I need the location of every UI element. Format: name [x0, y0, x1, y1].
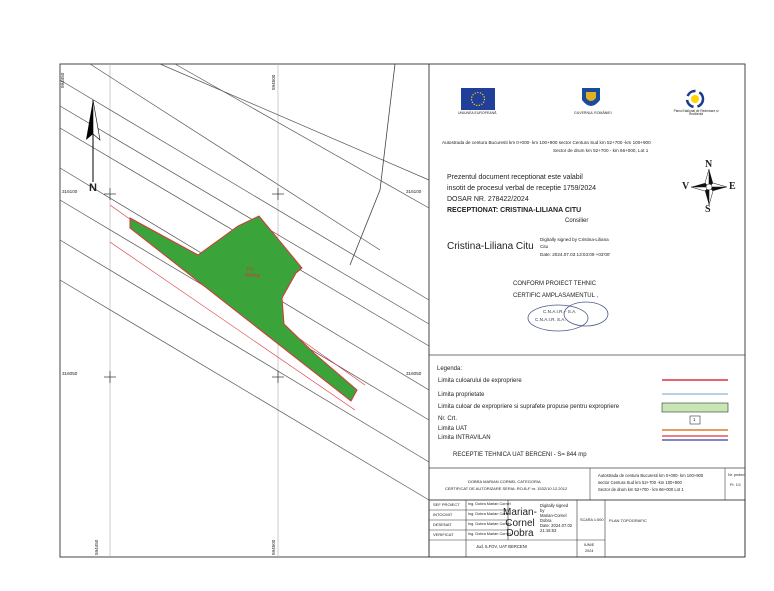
company-line1: DOBRA MARIAN CORNEL CATEGORIA [468, 479, 541, 484]
coord-right-2: 316050 [406, 371, 422, 376]
reception-line2: insotit de procesul verbal de receptie 1759/2024 [447, 185, 597, 192]
reception-role: Consilier [565, 218, 589, 224]
engineer-signature: Marian-Cornel Dobra [503, 507, 537, 539]
role-intocmit: INTOCMIT [433, 512, 453, 517]
compass-s: S [705, 204, 711, 215]
reception-dossier: DOSAR NR. 278422/2024 [447, 196, 529, 203]
tb-sign-line6: 21:16:53 [540, 528, 557, 533]
reception-receiver: RECEPTIONAT: CRISTINA-LILIANA CITU [447, 207, 582, 214]
tb-project-line1: Autostrada de centura Bucuresti km 0+000- km 100+900 [598, 473, 704, 478]
tb-date-value: 2024 [585, 549, 594, 553]
government-crest-logo [582, 88, 600, 106]
stamp-seal2: C.N.A.I.R. S.A. [535, 317, 566, 322]
tb-nr-value: Pr. 1/1 [730, 483, 741, 487]
legend-item-intravilan: Limita INTRAVILAN [438, 435, 491, 441]
legend-item-nr: Nr. Crt. [438, 416, 457, 422]
tb-sign-line4: Dobra [540, 518, 552, 523]
eu-logo-text: UNIUNEA EUROPEANĂ [458, 111, 497, 115]
reception-line1: Prezentul document receptionat este valabil [447, 174, 583, 181]
tb-plan-title: PLAN TOPOGRAFIC [609, 518, 647, 523]
pnrr-logo-text: Planul Național de Redresare și Reziliență [673, 109, 719, 117]
legend-reception-total: RECEPTIE TEHNICA UAT BERCENI - S= 844 mp [453, 452, 587, 458]
role-desenat: DESENAT [433, 522, 452, 527]
stamp-line1: CONFORM PROIECT TEHNIC [513, 281, 597, 287]
parcel-label-id: P2 [247, 267, 254, 273]
compass-e: E [729, 181, 736, 192]
role-verificat: VERIFICAT [433, 532, 454, 537]
tb-nr-label: Nr. proiect [728, 473, 746, 477]
reception-sign-date: Date: 2024.07.03 13:03:09 +03'00' [540, 252, 611, 257]
coord-left-2: 316050 [62, 371, 78, 376]
company-line2: CERTIFICAT DE AUTORIZARE SERIA: RO-B-F nr. 1532/10.12.2012 [445, 486, 568, 491]
coord-left-1: 316100 [62, 189, 78, 194]
legend-item-uat: Limita UAT [438, 426, 468, 432]
tb-sign-line1: Digitally signed [540, 503, 569, 508]
name-desenat: Ing. Dobra Marian Cornel [468, 522, 511, 526]
reception-signer-name: Cristina-Liliana Citu [447, 241, 534, 252]
tb-sign-line5: Date: 2024.07.02 [540, 523, 573, 528]
coord-right-1: 316100 [406, 189, 422, 194]
reception-sign-line2: Citu [540, 244, 549, 249]
compass-rose-icon [691, 169, 727, 205]
north-arrow-icon [86, 100, 100, 182]
legend-swatches [662, 380, 728, 440]
legend-item-corridor: Limita culoar de expropriere si suprafete propuse pentru expropriere [438, 404, 620, 410]
gov-logo-text: GUVERNUL ROMÂNIEI [574, 111, 612, 115]
north-label: N [89, 182, 97, 194]
name-sef-proiect: Ing. Dobra Marian Cornel [468, 502, 511, 506]
legend-item-expropriation: Limita culoarului de expropriere [438, 378, 522, 384]
project-title-line1: Autostrada de centura Bucuresti km 0+000- km 100+900 sector Centura Sud km 52+700 -km 100+900 [442, 140, 651, 145]
role-sef-proiect: SEF PROIECT [433, 502, 460, 507]
reception-sign-line1: Digitally signed by Cristina-Liliana [540, 237, 609, 242]
tb-sign-line2: by [540, 508, 545, 513]
tb-parcel-title: Jud. ILFOV, UAT BERCENI [476, 544, 527, 549]
coord-bottom-1: 594450 [94, 539, 99, 555]
compass-v: V [682, 181, 690, 192]
parcel-label-area: 844mp [245, 273, 261, 279]
project-title-line2: Sector de drum km 52+700 - km 66+000, Lot 1 [553, 148, 649, 153]
coord-top-1: 594450 [60, 72, 65, 88]
pnrr-logo [687, 91, 703, 107]
name-verificat: Ing. Dobra Marian Cornel [468, 532, 511, 536]
tb-project-line2: sector Centura Sud km 52+700 -km 100+900 [598, 480, 682, 485]
eu-flag-logo [461, 88, 495, 110]
tb-date-label: IUNIE [584, 543, 595, 547]
coord-top-2: 594500 [271, 74, 276, 90]
tb-project-line3: Sector de drum km 52+700 - km 66+000 Lot 1 [598, 487, 684, 492]
stamp-line2: CERTIFIC AMPLASAMENTUL , [513, 293, 599, 299]
legend-item-property: Limita proprietate [438, 392, 485, 398]
road-edge [320, 64, 395, 265]
parcel-polygon[interactable] [130, 216, 357, 401]
tb-sign-line3: Marian-Cornel [540, 513, 567, 518]
tb-scale: SCARA 1:500 [580, 518, 604, 522]
compass-n: N [705, 159, 713, 170]
legend-title: Legenda: [437, 366, 463, 372]
legend-nr-box: 1 [693, 417, 696, 422]
coord-bottom-2: 594500 [271, 539, 276, 555]
name-intocmit: Ing. Dobra Marian Cornel [468, 512, 511, 516]
stamp-seal1: C.N.A.I.R. - S.A. [543, 309, 577, 314]
